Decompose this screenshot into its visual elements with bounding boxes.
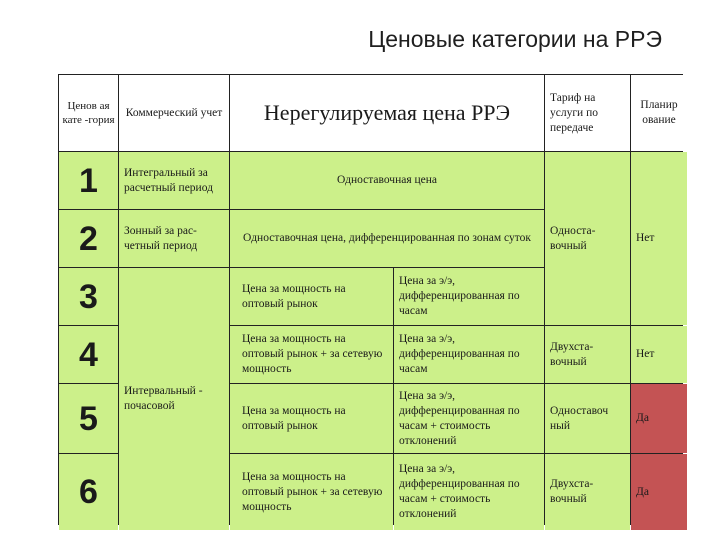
header-price: Нерегулируемая цена РРЭ <box>230 75 544 151</box>
tariff-two-rate: Двухста-вочный <box>545 454 630 530</box>
category-number: 5 <box>59 384 118 453</box>
tariff-two-rate: Двухста-вочный <box>545 326 630 383</box>
planning-yes: Да <box>631 384 687 453</box>
commercial-zonal: Зонный за рас-четный период <box>119 210 229 267</box>
planning-yes: Да <box>631 454 687 530</box>
price-capacity: Цена за мощность на оптовый рынок + за сетевую мощность <box>230 326 393 383</box>
price-energy: Цена за э/э, дифференцированная по часам <box>394 268 544 325</box>
price-capacity: Цена за мощность на оптовый рынок <box>230 268 393 325</box>
price-energy: Цена за э/э, дифференцированная по часам <box>394 326 544 383</box>
category-number: 1 <box>59 152 118 209</box>
category-number: 3 <box>59 268 118 325</box>
category-number: 6 <box>59 454 118 530</box>
price-categories-table <box>58 74 683 525</box>
header-planning: Планир ование <box>631 75 687 151</box>
price-single-rate-zonal: Одноставочная цена, дифференцированная по зонам суток <box>230 210 544 267</box>
tariff-single-rate: Односта-вочный <box>545 152 630 325</box>
header-category: Ценов ая кате -гория <box>59 75 118 151</box>
commercial-integral: Интегральный за расчетный период <box>119 152 229 209</box>
price-capacity: Цена за мощность на оптовый рынок + за сетевую мощность <box>230 454 393 530</box>
price-single-rate: Одноставочная цена <box>230 152 544 209</box>
category-number: 4 <box>59 326 118 383</box>
header-commercial: Коммерческий учет <box>119 75 229 151</box>
tariff-single-rate: Одноставоч ный <box>545 384 630 453</box>
page-title: Ценовые категории на РРЭ <box>368 26 662 52</box>
category-number: 2 <box>59 210 118 267</box>
price-capacity: Цена за мощность на оптовый рынок <box>230 384 393 453</box>
planning-no: Нет <box>631 152 687 325</box>
header-tariff: Тариф на услуги по передаче <box>545 75 630 151</box>
price-energy: Цена за э/э, дифференцированная по часам + стоимость отклонений <box>394 384 544 453</box>
planning-no: Нет <box>631 326 687 383</box>
price-energy: Цена за э/э, дифференцированная по часам + стоимость отклонений <box>394 454 544 530</box>
commercial-interval: Интервальный - почасовой <box>119 268 229 530</box>
